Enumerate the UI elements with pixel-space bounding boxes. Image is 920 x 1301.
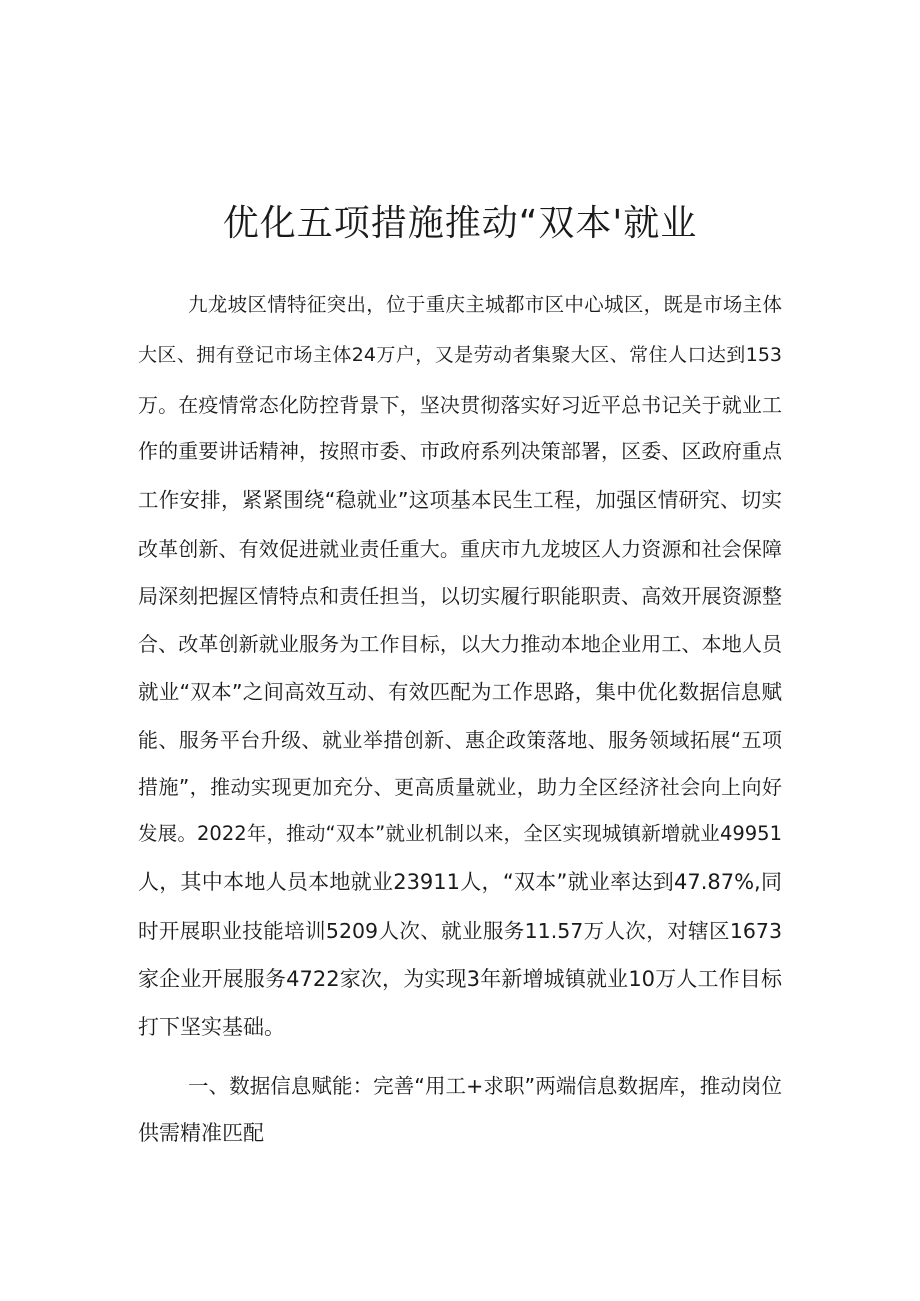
- document-title: 优化五项措施推动“双本'就业: [222, 203, 698, 244]
- intro-line-9: 就业“双本”之间高效互动、有效匹配为工作思路，集中优化数据信息赋: [138, 680, 782, 704]
- intro-line-6: 改革创新、有效促进就业责任重大。重庆市九龙坡区人力资源和社会保障: [138, 537, 782, 561]
- intro-line-2: 大区、拥有登记市场主体24万户，又是劳动者集聚大区、常住人口达到153: [138, 344, 782, 366]
- intro-line-14: 时开展职业技能培训5209人次、就业服务11.57万人次，对辖区1673: [138, 919, 782, 943]
- intro-line-5: 工作安排，紧紧围绕“稳就业”这项基本民生工程，加强区情研究、切实: [138, 488, 782, 512]
- intro-line-15: 家企业开展服务4722家次，为实现3年新增城镇就业10万人工作目标: [138, 967, 782, 991]
- intro-line-1: 九龙坡区情特征突出，位于重庆主城都市区中心城区，既是市场主体: [188, 293, 782, 316]
- intro-line-4: 作的重要讲话精神，按照市委、市政府系列决策部署，区委、区政府重点: [138, 439, 782, 463]
- intro-line-7: 局深刻把握区情特点和责任担当，以切实履行职能职责、高效开展资源整: [138, 584, 782, 608]
- intro-line-10: 能、服务平台升级、就业举措创新、惠企政策落地、服务领域拓展“五项: [138, 728, 782, 752]
- intro-line-16: 打下坚实基础。: [138, 1015, 285, 1039]
- section-one-line-1: 一、数据信息赋能：完善“用工+求职”两端信息数据库，推动岗位: [188, 1074, 782, 1098]
- intro-line-11: 措施”，推动实现更加充分、更高质量就业，助力全区经济社会向上向好: [138, 775, 782, 799]
- intro-line-8: 合、改革创新就业服务为工作目标，以大力推动本地企业用工、本地人员: [138, 632, 782, 656]
- intro-line-12: 发展。2022年，推动“双本”就业机制以来，全区实现城镇新增就业49951: [138, 822, 782, 845]
- intro-line-13: 人，其中本地人员本地就业23911人，“双本”就业率达到47.87%,同: [138, 870, 782, 894]
- section-one-line-2: 供需精准匹配: [138, 1121, 264, 1145]
- intro-line-3: 万。在疫情常态化防控背景下，坚决贯彻落实好习近平总书记关于就业工: [138, 393, 782, 417]
